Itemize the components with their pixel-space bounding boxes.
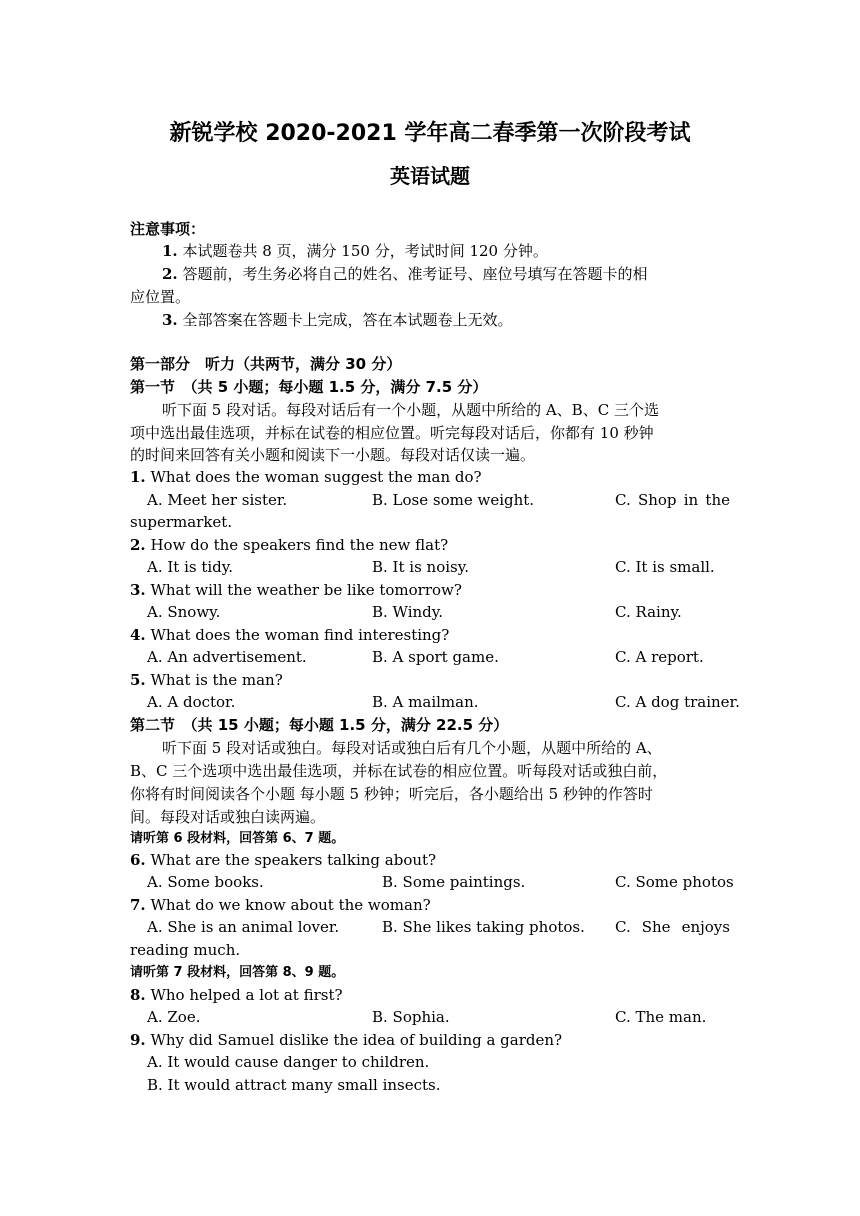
q1-option-b: B. Lose some weight.	[372, 491, 535, 509]
material-7-heading: 请听第 7 段材料，回答第 8、9 题。	[130, 965, 345, 980]
question-5: 5. What is the man?	[130, 671, 283, 689]
q5-option-c: C. A dog trainer.	[615, 693, 740, 711]
note-1: 1. 本试题卷共 8 页，满分 150 分，考试时间 120 分钟。	[162, 242, 548, 260]
q6-option-a: A. Some books.	[147, 873, 264, 891]
question-2: 2. How do the speakers find the new flat?	[130, 536, 449, 554]
exam-title: 新锐学校 2020-2021 学年高二春季第一次阶段考试	[169, 121, 691, 146]
material-6-heading: 请听第 6 段材料，回答第 6、7 题。	[130, 831, 345, 846]
q5-option-a: A. A doctor.	[147, 693, 236, 711]
q7-option-c: C. She enjoys	[615, 918, 730, 936]
q5-option-b: B. A mailman.	[372, 693, 479, 711]
q8-option-b: B. Sophia.	[372, 1008, 450, 1026]
section2-instr-3: 你将有时间阅读各个小题 每小题 5 秒钟；听完后，各小题给出 5 秒钟的作答时	[130, 785, 653, 803]
note-2-cont: 应位置。	[130, 288, 191, 306]
section1-instr-1: 听下面 5 段对话。每段对话后有一个小题，从题中所给的 A、B、C 三个选	[162, 401, 659, 419]
section2-instr-1: 听下面 5 段对话或独白。每段对话或独白后有几个小题，从题中所给的 A、	[162, 739, 662, 757]
exam-subtitle: 英语试题	[390, 164, 470, 188]
q7-option-c-cont: reading much.	[130, 941, 241, 959]
notes-heading: 注意事项：	[130, 220, 206, 238]
section1-instr-3: 的时间来回答有关小题和阅读下一小题。每段对话仅读一遍。	[130, 446, 536, 464]
q7-option-a: A. She is an animal lover.	[147, 918, 340, 936]
q7-option-b: B. She likes taking photos.	[382, 918, 585, 936]
q2-option-b: B. It is noisy.	[372, 558, 469, 576]
q6-option-b: B. Some paintings.	[382, 873, 526, 891]
q1-option-a: A. Meet her sister.	[147, 491, 288, 509]
note-2: 2. 答题前，考生务必将自己的姓名、准考证号、座位号填写在答题卡的相	[162, 265, 648, 283]
note-3: 3. 全部答案在答题卡上完成，答在本试题卷上无效。	[162, 311, 513, 329]
q2-option-a: A. It is tidy.	[147, 558, 234, 576]
question-8: 8. Who helped a lot at first?	[130, 986, 343, 1004]
q3-option-c: C. Rainy.	[615, 603, 682, 621]
q3-option-b: B. Windy.	[372, 603, 444, 621]
q1-option-c-cont: supermarket.	[130, 513, 233, 531]
q4-option-a: A. An advertisement.	[147, 648, 307, 666]
q3-option-a: A. Snowy.	[147, 603, 221, 621]
part1-heading: 第一部分 听力（共两节，满分 30 分）	[130, 355, 402, 373]
q8-option-a: A. Zoe.	[147, 1008, 201, 1026]
q8-option-c: C. The man.	[615, 1008, 707, 1026]
section2-instr-4: 间。每段对话或独白读两遍。	[130, 808, 326, 826]
section2-heading: 第二节 （共 15 小题；每小题 1.5 分，满分 22.5 分）	[130, 716, 509, 734]
q9-option-b: B. It would attract many small insects.	[147, 1076, 441, 1094]
q4-option-c: C. A report.	[615, 648, 704, 666]
q9-option-a: A. It would cause danger to children.	[147, 1053, 430, 1071]
section1-instr-2: 项中选出最佳选项，并标在试卷的相应位置。听完每段对话后，你都有 10 秒钟	[130, 424, 654, 442]
section1-heading: 第一节 （共 5 小题；每小题 1.5 分，满分 7.5 分）	[130, 378, 488, 396]
question-3: 3. What will the weather be like tomorrow?	[130, 581, 462, 599]
q2-option-c: C. It is small.	[615, 558, 715, 576]
question-6: 6. What are the speakers talking about?	[130, 851, 437, 869]
question-9: 9. Why did Samuel dislike the idea of building a garden?	[130, 1031, 563, 1049]
q6-option-c: C. Some photos	[615, 873, 734, 891]
question-4: 4. What does the woman find interesting?	[130, 626, 450, 644]
question-7: 7. What do we know about the woman?	[130, 896, 431, 914]
section2-instr-2: B、C 三个选项中选出最佳选项，并标在试卷的相应位置。听每段对话或独白前，	[130, 762, 668, 780]
q4-option-b: B. A sport game.	[372, 648, 499, 666]
question-1: 1. What does the woman suggest the man do?	[130, 468, 482, 486]
q1-option-c: C. Shop in the	[615, 491, 730, 509]
